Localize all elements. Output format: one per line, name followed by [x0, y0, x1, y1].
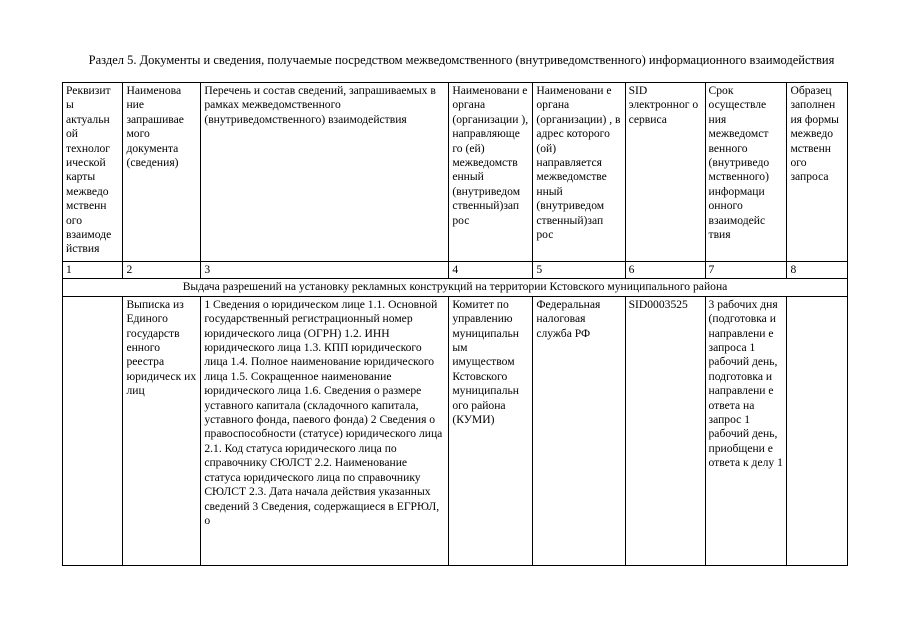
cell-requisites [63, 296, 123, 565]
cell-details: 1 Сведения о юридическом лице 1.1. Основной государственный регистрационный номер юридического лица (ОГРН) 1.2. ИНН юридического лица 1.3. КПП юридического лица 1.4. Полное наименование юридического лица 1.5. Сокращенное наименование юридического лица 1.6. Сведения о размере уставного капитала (складочного капитала, уставного фонда, паевого фонда) 2 Сведения о правоспособности (статусе) юридического лица 2.1. Код статуса юридического лица по справочнику СЮЛСТ 2.2. Наименование статуса юридического лица по справочнику СЮЛСТ 2.3. Дата начала действия указанных сведений 3 Сведения, содержащиеся в ЕГРЮЛ, о [201, 296, 449, 565]
column-number: 8 [787, 262, 848, 279]
header-details: Перечень и состав сведений, запрашиваемых в рамках межведомственного (внутриведомственного) взаимодействия [201, 83, 449, 262]
column-number: 3 [201, 262, 449, 279]
cell-sample [787, 296, 848, 565]
column-number: 2 [123, 262, 201, 279]
header-document-name: Наименова ние запрашивае мого документа (сведения) [123, 83, 201, 262]
header-requisites: Реквизит ы актуальн ой технолог ической карты межведо мственн ого взаимоде йствия [63, 83, 123, 262]
cell-term: 3 рабочих дня (подготовка и направлени е запроса 1 рабочий день, подготовка и направлени е ответа на запрос 1 рабочий день, приобщени е ответа к делу 1 [705, 296, 787, 565]
cell-receiving-org: Федеральная налоговая служба РФ [533, 296, 625, 565]
cell-requesting-org: Комитет по управлению муниципальн ым имуществом Кстовского муниципальн ого района (КУМИ) [449, 296, 533, 565]
column-number: 6 [625, 262, 705, 279]
cell-document-name: Выписка из Единого государств енного реестра юридическ их лиц [123, 296, 201, 565]
header-sid: SID электронног о сервиса [625, 83, 705, 262]
page-title: Раздел 5. Документы и сведения, получаемые посредством межведомственного (внутриведомственного) информационного взаимодействия [88, 53, 835, 67]
header-term: Срок осуществле ния межведомст венного (внутриведо мственного) информаци онного взаимодейс твия [705, 83, 787, 262]
column-number: 5 [533, 262, 625, 279]
table-header-row [63, 83, 848, 262]
documents-table [62, 82, 848, 566]
header-sample: Образец заполнен ия формы межведо мственн ого запроса [787, 83, 848, 262]
column-number: 7 [705, 262, 787, 279]
section-title: Выдача разрешений на установку рекламных конструкций на территории Кстовского муниципального района [63, 279, 848, 296]
header-receiving-org: Наименовани е органа (организации) , в адрес которого (ой) направляется межведомстве нный (внутриведом ственный)зап рос [533, 83, 625, 262]
section-row [63, 279, 848, 296]
column-number: 1 [63, 262, 123, 279]
column-number-row [63, 262, 848, 279]
header-requesting-org: Наименовани е органа (организации ), направляюще го (ей) межведомств енный (внутриведом ственный)зап рос [449, 83, 533, 262]
table-row [63, 296, 848, 565]
cell-sid: SID0003525 [625, 296, 705, 565]
column-number: 4 [449, 262, 533, 279]
